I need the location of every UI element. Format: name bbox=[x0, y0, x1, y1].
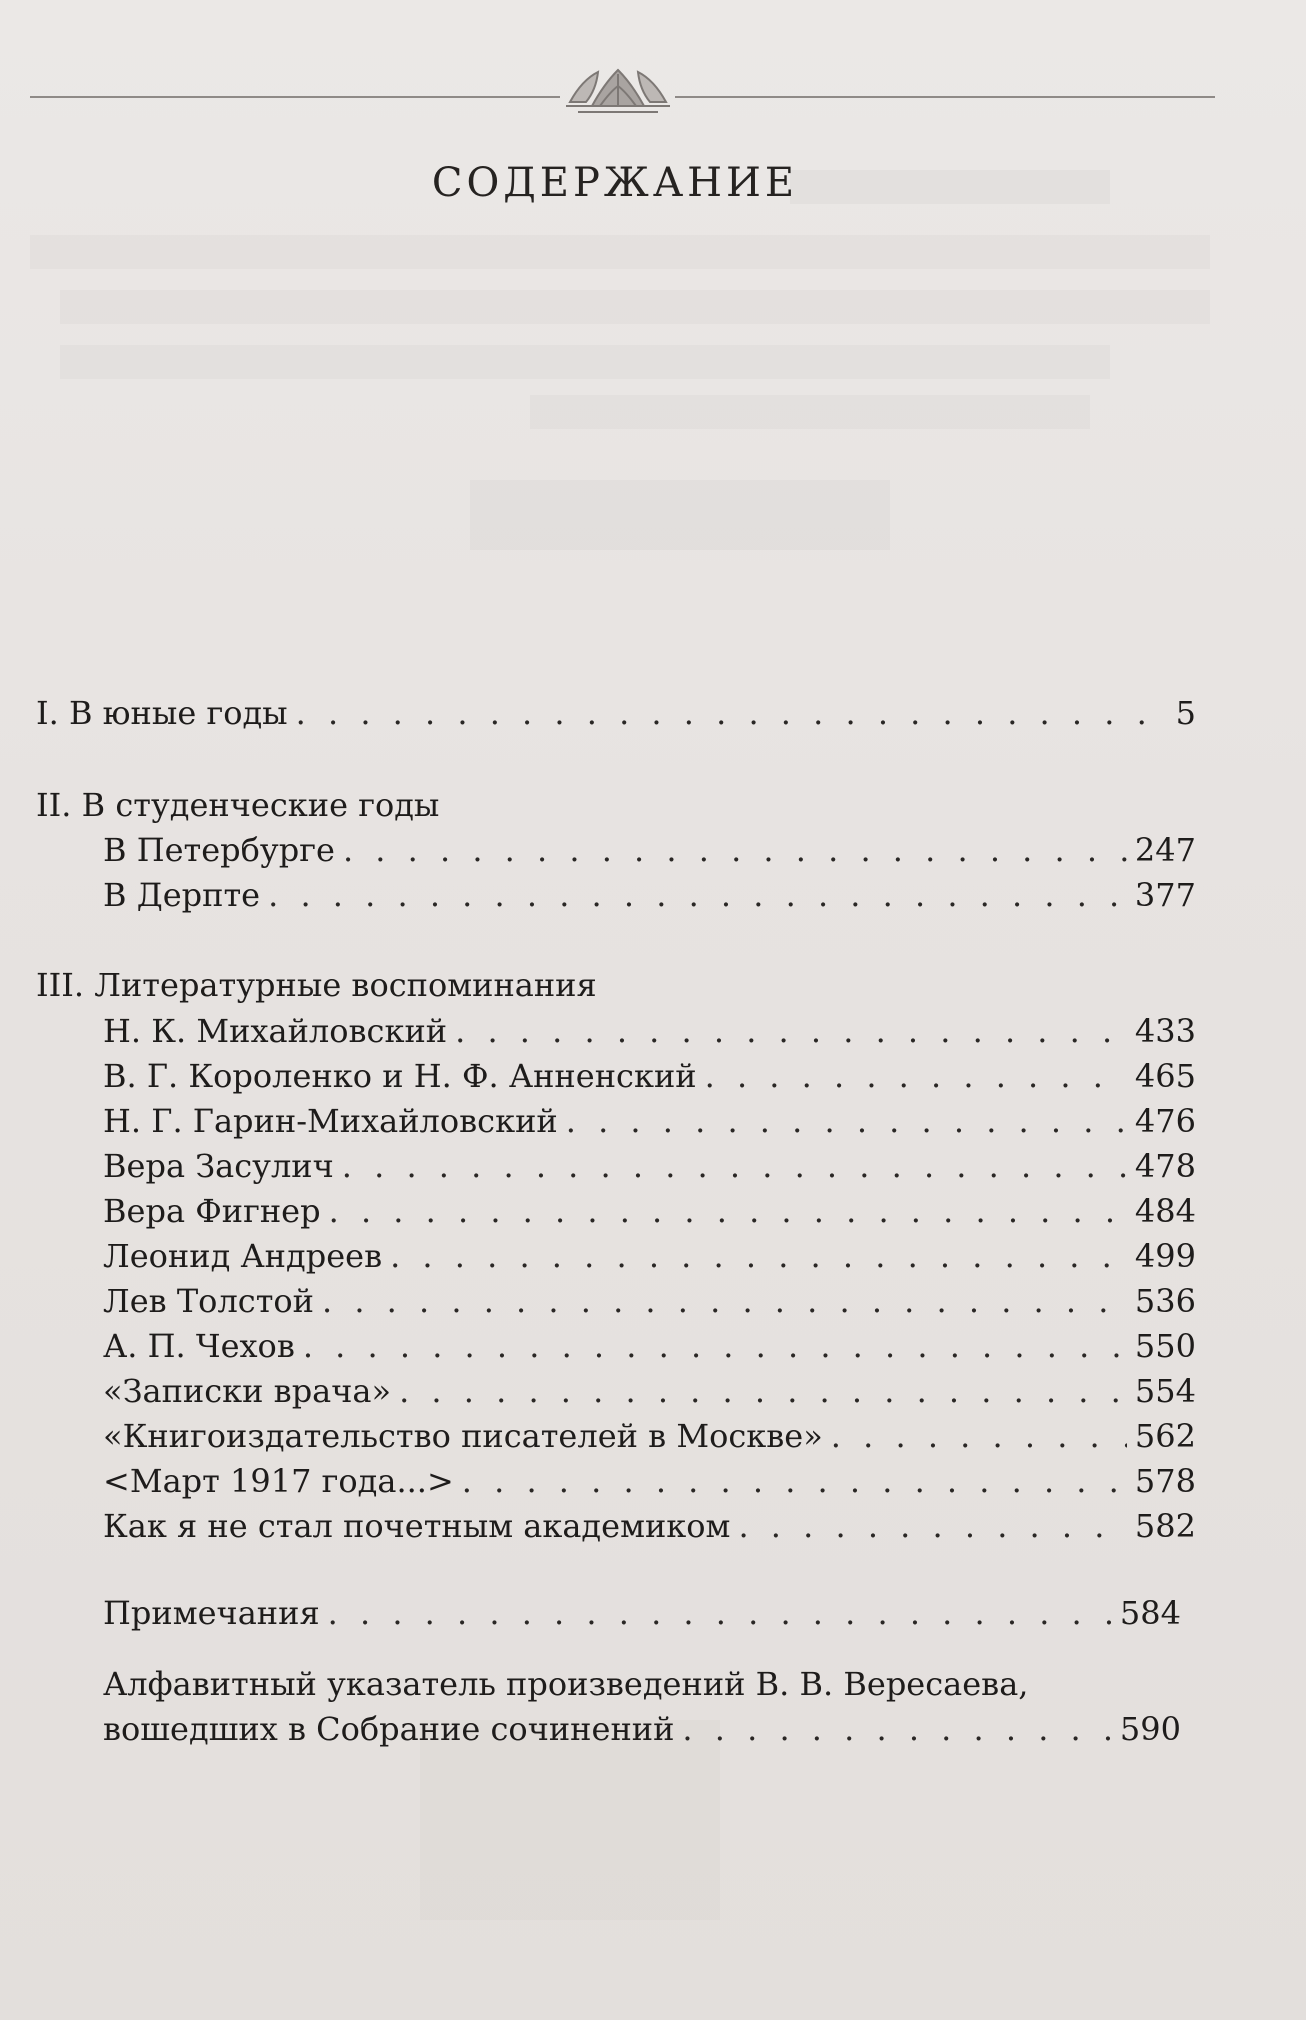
toc-entry-label: Н. Г. Гарин-Михайловский bbox=[103, 1102, 558, 1140]
toc-entry-page: 5 bbox=[1175, 694, 1196, 732]
header-rule-left bbox=[30, 96, 560, 98]
toc-entry-label: В Дерпте bbox=[103, 876, 261, 914]
toc-entry-label: А. П. Чехов bbox=[103, 1327, 295, 1365]
toc-entry[interactable] bbox=[103, 1100, 1196, 1142]
dot-leader bbox=[303, 1325, 1127, 1367]
toc-entry-page: 377 bbox=[1134, 876, 1196, 914]
toc-entry[interactable] bbox=[103, 1325, 1196, 1367]
toc-entry[interactable] bbox=[103, 1505, 1196, 1547]
dot-leader bbox=[322, 1280, 1127, 1322]
toc-entry-label: «Записки врача» bbox=[103, 1372, 392, 1410]
dot-leader bbox=[329, 1190, 1127, 1232]
bleed-through-block bbox=[60, 290, 1210, 324]
toc-entry[interactable] bbox=[103, 1055, 1196, 1097]
toc-entry[interactable] bbox=[103, 829, 1196, 871]
dot-leader bbox=[343, 829, 1127, 871]
toc-entry-page: 550 bbox=[1134, 1327, 1196, 1365]
toc-entry-page: 433 bbox=[1134, 1012, 1196, 1050]
toc-entry[interactable] bbox=[103, 1370, 1196, 1412]
dot-leader bbox=[328, 1592, 1112, 1634]
toc-entry-label: В. Г. Короленко и Н. Ф. Анненский bbox=[103, 1057, 697, 1095]
toc-entry-label: Примечания bbox=[103, 1594, 320, 1632]
toc-entry-page: 584 bbox=[1119, 1594, 1181, 1632]
toc-entry[interactable] bbox=[103, 1010, 1196, 1052]
toc-entry[interactable] bbox=[103, 1145, 1196, 1187]
toc-entry-label: <Март 1917 года...> bbox=[103, 1462, 454, 1500]
dot-leader bbox=[705, 1055, 1127, 1097]
toc-entry[interactable] bbox=[103, 1235, 1196, 1277]
toc-entry-page: 582 bbox=[1134, 1507, 1196, 1545]
toc-entry-page: 554 bbox=[1134, 1372, 1196, 1410]
dot-leader bbox=[566, 1100, 1127, 1142]
dot-leader bbox=[455, 1010, 1127, 1052]
toc-section-heading: III. Литературные воспоминания bbox=[36, 966, 597, 1004]
bleed-through-block bbox=[30, 235, 1210, 269]
toc-entry-label: В Петербурге bbox=[103, 831, 335, 869]
dot-leader bbox=[268, 874, 1127, 916]
toc-entry-notes[interactable] bbox=[103, 1592, 1181, 1634]
dot-leader bbox=[342, 1145, 1127, 1187]
dot-leader bbox=[390, 1235, 1127, 1277]
toc-entry-label: вошедших в Собрание сочинений bbox=[103, 1710, 675, 1748]
toc-entry-page: 476 bbox=[1134, 1102, 1196, 1140]
toc-entry-page: 465 bbox=[1134, 1057, 1196, 1095]
toc-entry-label: Как я не стал почетным академиком bbox=[103, 1507, 731, 1545]
dot-leader bbox=[462, 1460, 1127, 1502]
toc-entry-index[interactable] bbox=[103, 1708, 1181, 1750]
toc-entry-label: Вера Фигнер bbox=[103, 1192, 321, 1230]
dot-leader bbox=[296, 692, 1168, 734]
toc-entry-page: 562 bbox=[1134, 1417, 1196, 1455]
toc-entry[interactable] bbox=[103, 874, 1196, 916]
toc-entry-page: 478 bbox=[1134, 1147, 1196, 1185]
dot-leader bbox=[831, 1415, 1127, 1457]
bleed-through-block bbox=[470, 480, 890, 550]
toc-entry-page: 536 bbox=[1134, 1282, 1196, 1320]
toc-entry-page: 590 bbox=[1119, 1710, 1181, 1748]
toc-entry-label: «Книгоиздательство писателей в Москве» bbox=[103, 1417, 823, 1455]
dot-leader bbox=[682, 1708, 1112, 1750]
toc-entry[interactable] bbox=[103, 1460, 1196, 1502]
toc-entry-page: 484 bbox=[1134, 1192, 1196, 1230]
bleed-through-block bbox=[420, 1720, 720, 1920]
toc-section-heading: II. В студенческие годы bbox=[36, 786, 440, 824]
toc-entry-index-line1: Алфавитный указатель произведений В. В. Вересаева, bbox=[103, 1665, 1029, 1703]
toc-entry-label: I. В юные годы bbox=[36, 694, 288, 732]
toc-entry-label: Вера Засулич bbox=[103, 1147, 334, 1185]
page-title: СОДЕРЖАНИЕ bbox=[431, 160, 799, 206]
toc-entry[interactable] bbox=[103, 1415, 1196, 1457]
toc-entry-label: Н. К. Михайловский bbox=[103, 1012, 448, 1050]
toc-entry-page: 578 bbox=[1134, 1462, 1196, 1500]
header-rule-right bbox=[675, 96, 1215, 98]
toc-entry-page: 247 bbox=[1134, 831, 1196, 869]
toc-entry-page: 499 bbox=[1134, 1237, 1196, 1275]
bleed-through-block bbox=[530, 395, 1090, 429]
bleed-through-block bbox=[60, 345, 1110, 379]
toc-entry-section-1[interactable] bbox=[36, 692, 1196, 734]
toc-entry-label: Леонид Андреев bbox=[103, 1237, 383, 1275]
toc-entry-label: Лев Толстой bbox=[103, 1282, 314, 1320]
toc-entry[interactable] bbox=[103, 1190, 1196, 1232]
dot-leader bbox=[399, 1370, 1127, 1412]
leaf-ornament-icon bbox=[562, 62, 674, 118]
dot-leader bbox=[738, 1505, 1126, 1547]
toc-entry[interactable] bbox=[103, 1280, 1196, 1322]
